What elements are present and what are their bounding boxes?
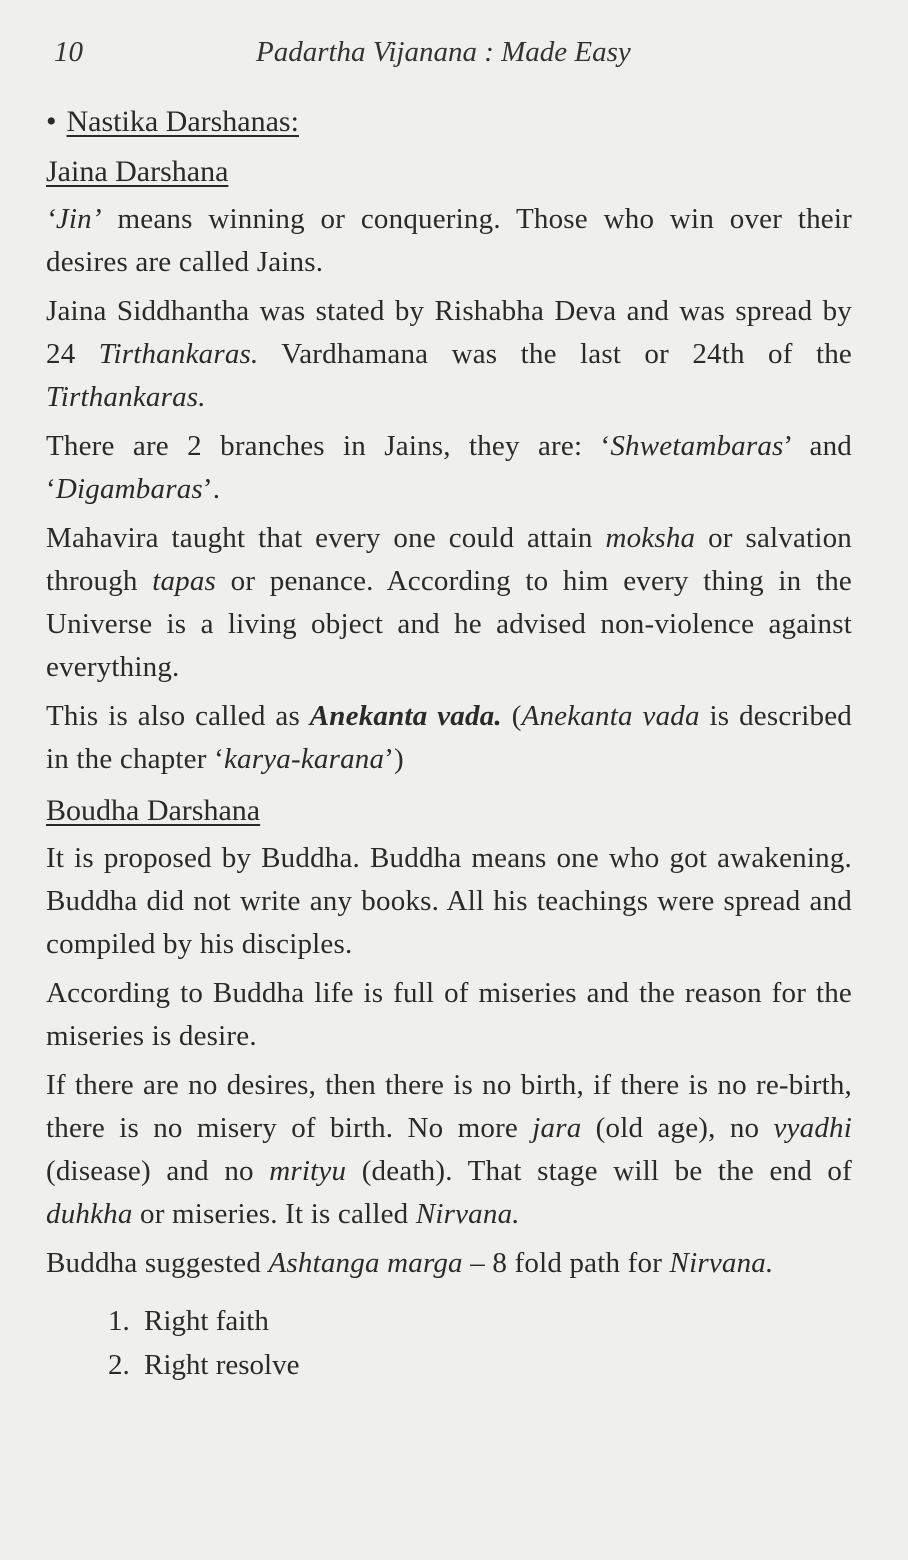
italic-term: Anekanta vada	[521, 700, 700, 732]
italic-term: Ashtanga marga	[268, 1247, 463, 1279]
text-span: is described in the chapter ‘	[46, 700, 853, 775]
boudha-heading: Boudha Darshana	[46, 794, 261, 827]
italic-term: duhkha	[46, 1198, 133, 1230]
book-page	[46, 30, 852, 1387]
jaina-heading: Jaina Darshana	[46, 155, 229, 188]
text-span: If there are no desires, then there is no birth, if there is no re-birth, there is no misery of birth. No more	[46, 1069, 852, 1144]
text-span: means winning or conquering. Those who win over their desires are called Jains.	[46, 203, 852, 278]
text-span: Mahavira taught that every one could attain	[46, 522, 606, 554]
text-span: ’ and ‘	[46, 430, 852, 505]
italic-term: vyadhi	[773, 1112, 852, 1144]
italic-term: tapas	[152, 565, 217, 597]
text-span: (death). That stage will be the end of	[346, 1155, 852, 1187]
italic-term: Shwetambaras	[610, 430, 784, 462]
list-item	[108, 1299, 852, 1343]
italic-term: Nirvana.	[669, 1247, 774, 1279]
running-title: Padartha Vijanana : Made Easy	[256, 36, 631, 68]
italic-term: jara	[532, 1112, 582, 1144]
text-span: ’)	[384, 743, 404, 775]
italic-term: Tirthankaras.	[98, 338, 259, 370]
text-span: This is also called as	[46, 700, 310, 732]
text-span: (old age), no	[581, 1112, 774, 1144]
list-item-text: Right resolve	[144, 1349, 300, 1381]
text-span: ’.	[202, 473, 221, 505]
boudha-paragraph-3	[46, 1064, 852, 1236]
text-span: Buddha suggested	[46, 1247, 269, 1279]
boudha-paragraph-2: According to Buddha life is full of miseries and the reason for the miseries is desire.	[46, 977, 852, 1052]
jaina-paragraph-3	[46, 425, 852, 511]
list-item-text: Right faith	[144, 1305, 269, 1337]
page-header	[46, 30, 852, 78]
text-span: Vardhamana was the last or 24th of the	[258, 338, 852, 370]
bold-italic-term: Anekanta vada.	[309, 700, 502, 732]
list-number: 1.	[108, 1305, 130, 1337]
boudha-paragraph-1: It is proposed by Buddha. Buddha means one who got awakening. Buddha did not write any books. All his teachings were spread and compiled by his disciples.	[46, 842, 852, 960]
section-heading	[46, 100, 852, 144]
list-item	[108, 1343, 852, 1387]
jaina-paragraph-1	[46, 198, 852, 284]
jaina-paragraph-5	[46, 695, 852, 781]
list-number: 2.	[108, 1349, 130, 1381]
text-span: or miseries. It is called	[132, 1198, 416, 1230]
bullet-icon: •	[46, 105, 57, 138]
italic-term: karya-karana	[223, 743, 385, 775]
jaina-paragraph-4	[46, 517, 852, 689]
italic-term: mrityu	[269, 1155, 347, 1187]
page-number: 10	[54, 36, 83, 68]
boudha-paragraph-4	[46, 1242, 852, 1285]
italic-term: Nirvana.	[415, 1198, 520, 1230]
italic-term: moksha	[605, 522, 696, 554]
text-span: Jaina Siddhantha was stated by Rishabha Deva and was spread by 24	[46, 295, 852, 370]
jaina-paragraph-2	[46, 290, 852, 419]
text-span: (	[501, 700, 522, 732]
text-span: – 8 fold path for	[462, 1247, 670, 1279]
eightfold-path-list	[108, 1299, 852, 1387]
text-span: or salvation through	[46, 522, 852, 597]
jin-term: ‘Jin’	[46, 203, 102, 235]
italic-term: Tirthankaras.	[46, 381, 206, 413]
section-title: Nastika Darshanas:	[66, 105, 299, 138]
text-span: or penance. According to him every thing in the Universe is a living object and he advised non-violence against everything.	[46, 565, 852, 683]
text-span: There are 2 branches in Jains, they are: ‘	[46, 430, 611, 462]
text-span: (disease) and no	[46, 1155, 270, 1187]
italic-term: Digambaras	[55, 473, 203, 505]
